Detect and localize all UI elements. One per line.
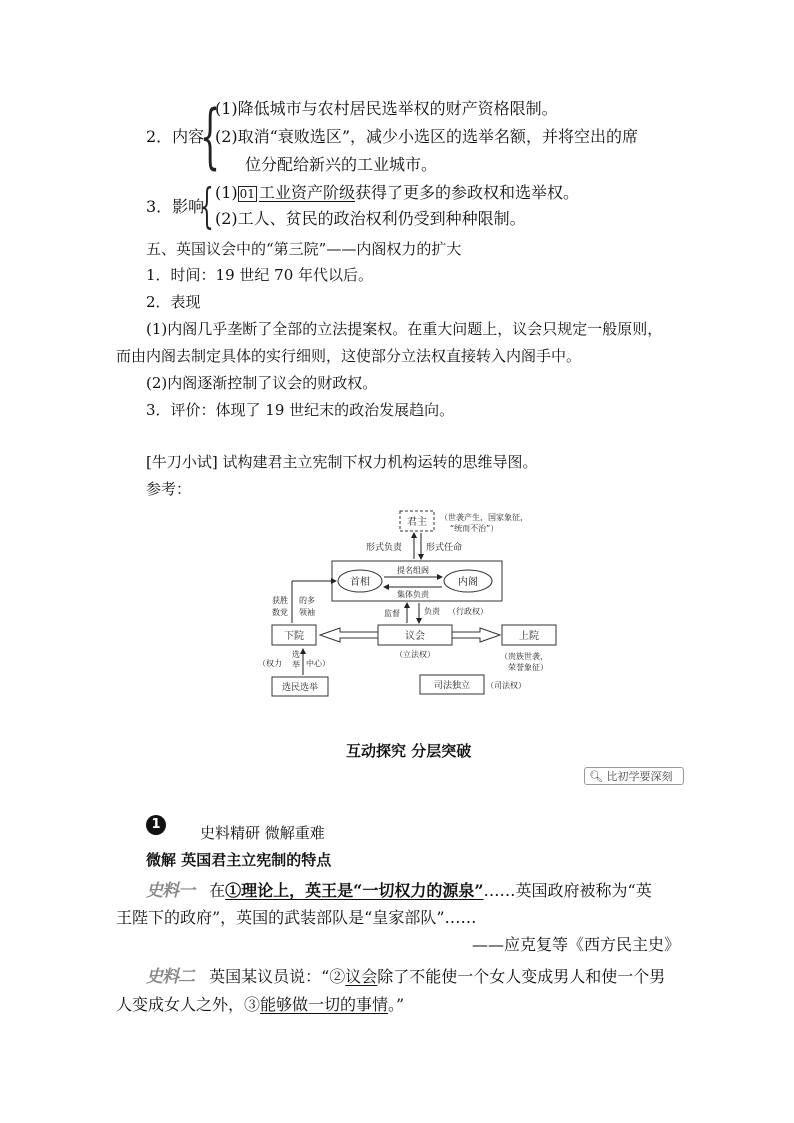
power-center-a: （权力 bbox=[258, 659, 282, 668]
source-2-mid: 除了不能使一个女人变成男人和使一个男 bbox=[377, 967, 666, 986]
source-2 bbox=[146, 966, 665, 988]
monarch-note-2: “统而不治”） bbox=[450, 524, 499, 533]
hollow-arrow-lords bbox=[452, 628, 500, 642]
interactive-title: 互动探究 分层突破 bbox=[346, 742, 472, 760]
impact-item-1-keyword: 工业资产阶级 bbox=[258, 183, 355, 202]
blank-number-mark: 01 bbox=[239, 187, 255, 201]
source-2-underlined-1: 议会 bbox=[345, 967, 378, 986]
exercise-prompt: [牛刀小试] 试构建君主立宪制下权力机构运转的思维导图。 bbox=[146, 453, 538, 471]
voters-label: 选民选举 bbox=[281, 683, 319, 693]
source-2-underlined-2: 能够做一切的事情 bbox=[260, 995, 389, 1014]
impact-item-1-prefix: (1) bbox=[215, 183, 238, 202]
content-item-2-cont: 位分配给新兴的工业城市。 bbox=[245, 155, 438, 174]
source-2-line-2 bbox=[116, 994, 404, 1016]
power-structure-diagram bbox=[254, 503, 570, 703]
monarch-note-1: （世袭产生，国家象征， bbox=[440, 513, 528, 522]
leader-label: 领袖 bbox=[299, 608, 315, 617]
section5-perf-label: 2．表现 bbox=[146, 293, 201, 311]
of-the-label: 的多 bbox=[299, 596, 315, 605]
search-button-label: 比初学要深刻 bbox=[606, 770, 673, 783]
parliament-label: 议会 bbox=[405, 631, 425, 642]
source-2-line-2-pre: 人变成女人之外，③ bbox=[116, 995, 261, 1014]
lords-note-2: 荣誉象征） bbox=[508, 663, 548, 672]
source-2-pre: 英国某议员说：“② bbox=[209, 967, 346, 986]
monarch-label: 君主 bbox=[407, 517, 427, 528]
section5-perf-2: (2)内阁逐渐控制了议会的财政权。 bbox=[146, 374, 378, 392]
lords-label: 上院 bbox=[519, 631, 539, 642]
brace-icon: { bbox=[200, 178, 214, 234]
impact-item-2: (2)工人、贫民的政治权利仍受到种种限制。 bbox=[215, 209, 526, 228]
search-icon: 🔍︎ bbox=[589, 770, 603, 783]
elect-b: 举 bbox=[292, 660, 300, 669]
lords-note-1: （贵族世袭， bbox=[500, 652, 548, 661]
formal-resp-label: 形式负责 bbox=[366, 543, 403, 553]
source-2-line-2-post: 。” bbox=[388, 995, 405, 1014]
nominate-label: 提名组阁 bbox=[397, 566, 429, 575]
cabinet-label: 内阁 bbox=[458, 577, 478, 588]
section-number-badge: 1 bbox=[146, 815, 166, 835]
exec-power-label: （行政权） bbox=[448, 607, 488, 616]
win-party-label: 获胜 bbox=[272, 596, 288, 605]
source-1-mid: ……英国政府被称为“英 bbox=[483, 881, 652, 900]
micro-heading: 微解 英国君主立宪制的特点 bbox=[146, 851, 332, 869]
legis-power-label: （立法权） bbox=[395, 650, 435, 659]
source-1 bbox=[146, 880, 652, 902]
section5-time: 1．时间：19 世纪 70 年代以后。 bbox=[146, 266, 374, 284]
section5-perf-1a: (1)内阁几乎垄断了全部的立法提案权。在重大问题上，议会只规定一般原则， bbox=[146, 320, 663, 338]
source-2-label: 史料二 bbox=[146, 967, 194, 987]
collective-label: 集体负责 bbox=[397, 590, 429, 599]
formal-appoint-label: 形式任命 bbox=[426, 543, 463, 553]
impact-item-1-rest: 获得了更多的参政权和选举权。 bbox=[354, 183, 579, 202]
content-item-2: (2)取消“衰败选区”，减少小选区的选举名额，并将空出的席 bbox=[215, 127, 639, 146]
study-title: 史料精研 微解重难 bbox=[200, 824, 325, 842]
section5-eval: 3．评价：体现了 19 世纪末的政治发展趋向。 bbox=[146, 401, 455, 419]
commons-label: 下院 bbox=[284, 631, 304, 642]
supervise-label: 监督 bbox=[384, 609, 400, 618]
judicial-power-label: （司法权） bbox=[486, 681, 526, 690]
pm-label: 首相 bbox=[350, 577, 370, 588]
impact-label: 3．影响 bbox=[146, 197, 205, 216]
content-item-1: (1)降低城市与农村居民选举权的财产资格限制。 bbox=[215, 99, 558, 118]
exercise-ref-label: 参考： bbox=[146, 480, 192, 498]
section5-perf-1b: 而由内阁去制定具体的实行细则，这使部分立法权直接转入内阁手中。 bbox=[116, 347, 582, 365]
search-button[interactable] bbox=[584, 767, 684, 785]
elect-a: 选 bbox=[292, 650, 300, 659]
source-1-underlined: ①理论上，英王是“一切权力的源泉” bbox=[225, 881, 484, 900]
majority-label: 数党 bbox=[272, 608, 288, 617]
source-1-citation: ——应克复等《西方民主史》 bbox=[472, 935, 681, 954]
source-1-pre: 在 bbox=[209, 881, 226, 900]
source-1-label: 史料一 bbox=[146, 881, 194, 901]
source-1-line-2: 王陛下的政府”，英国的武装部队是“皇家部队”…… bbox=[116, 908, 477, 927]
power-center-b: 中心） bbox=[306, 659, 330, 668]
impact-item-1 bbox=[215, 182, 579, 205]
content-label: 2．内容 bbox=[146, 127, 205, 146]
judiciary-label: 司法独立 bbox=[433, 681, 471, 691]
hollow-arrow-commons bbox=[320, 628, 378, 642]
responsible-label: 负责 bbox=[424, 607, 440, 616]
brace-icon: { bbox=[200, 95, 221, 177]
section5-heading: 五、英国议会中的“第三院”——内阁权力的扩大 bbox=[146, 240, 462, 258]
